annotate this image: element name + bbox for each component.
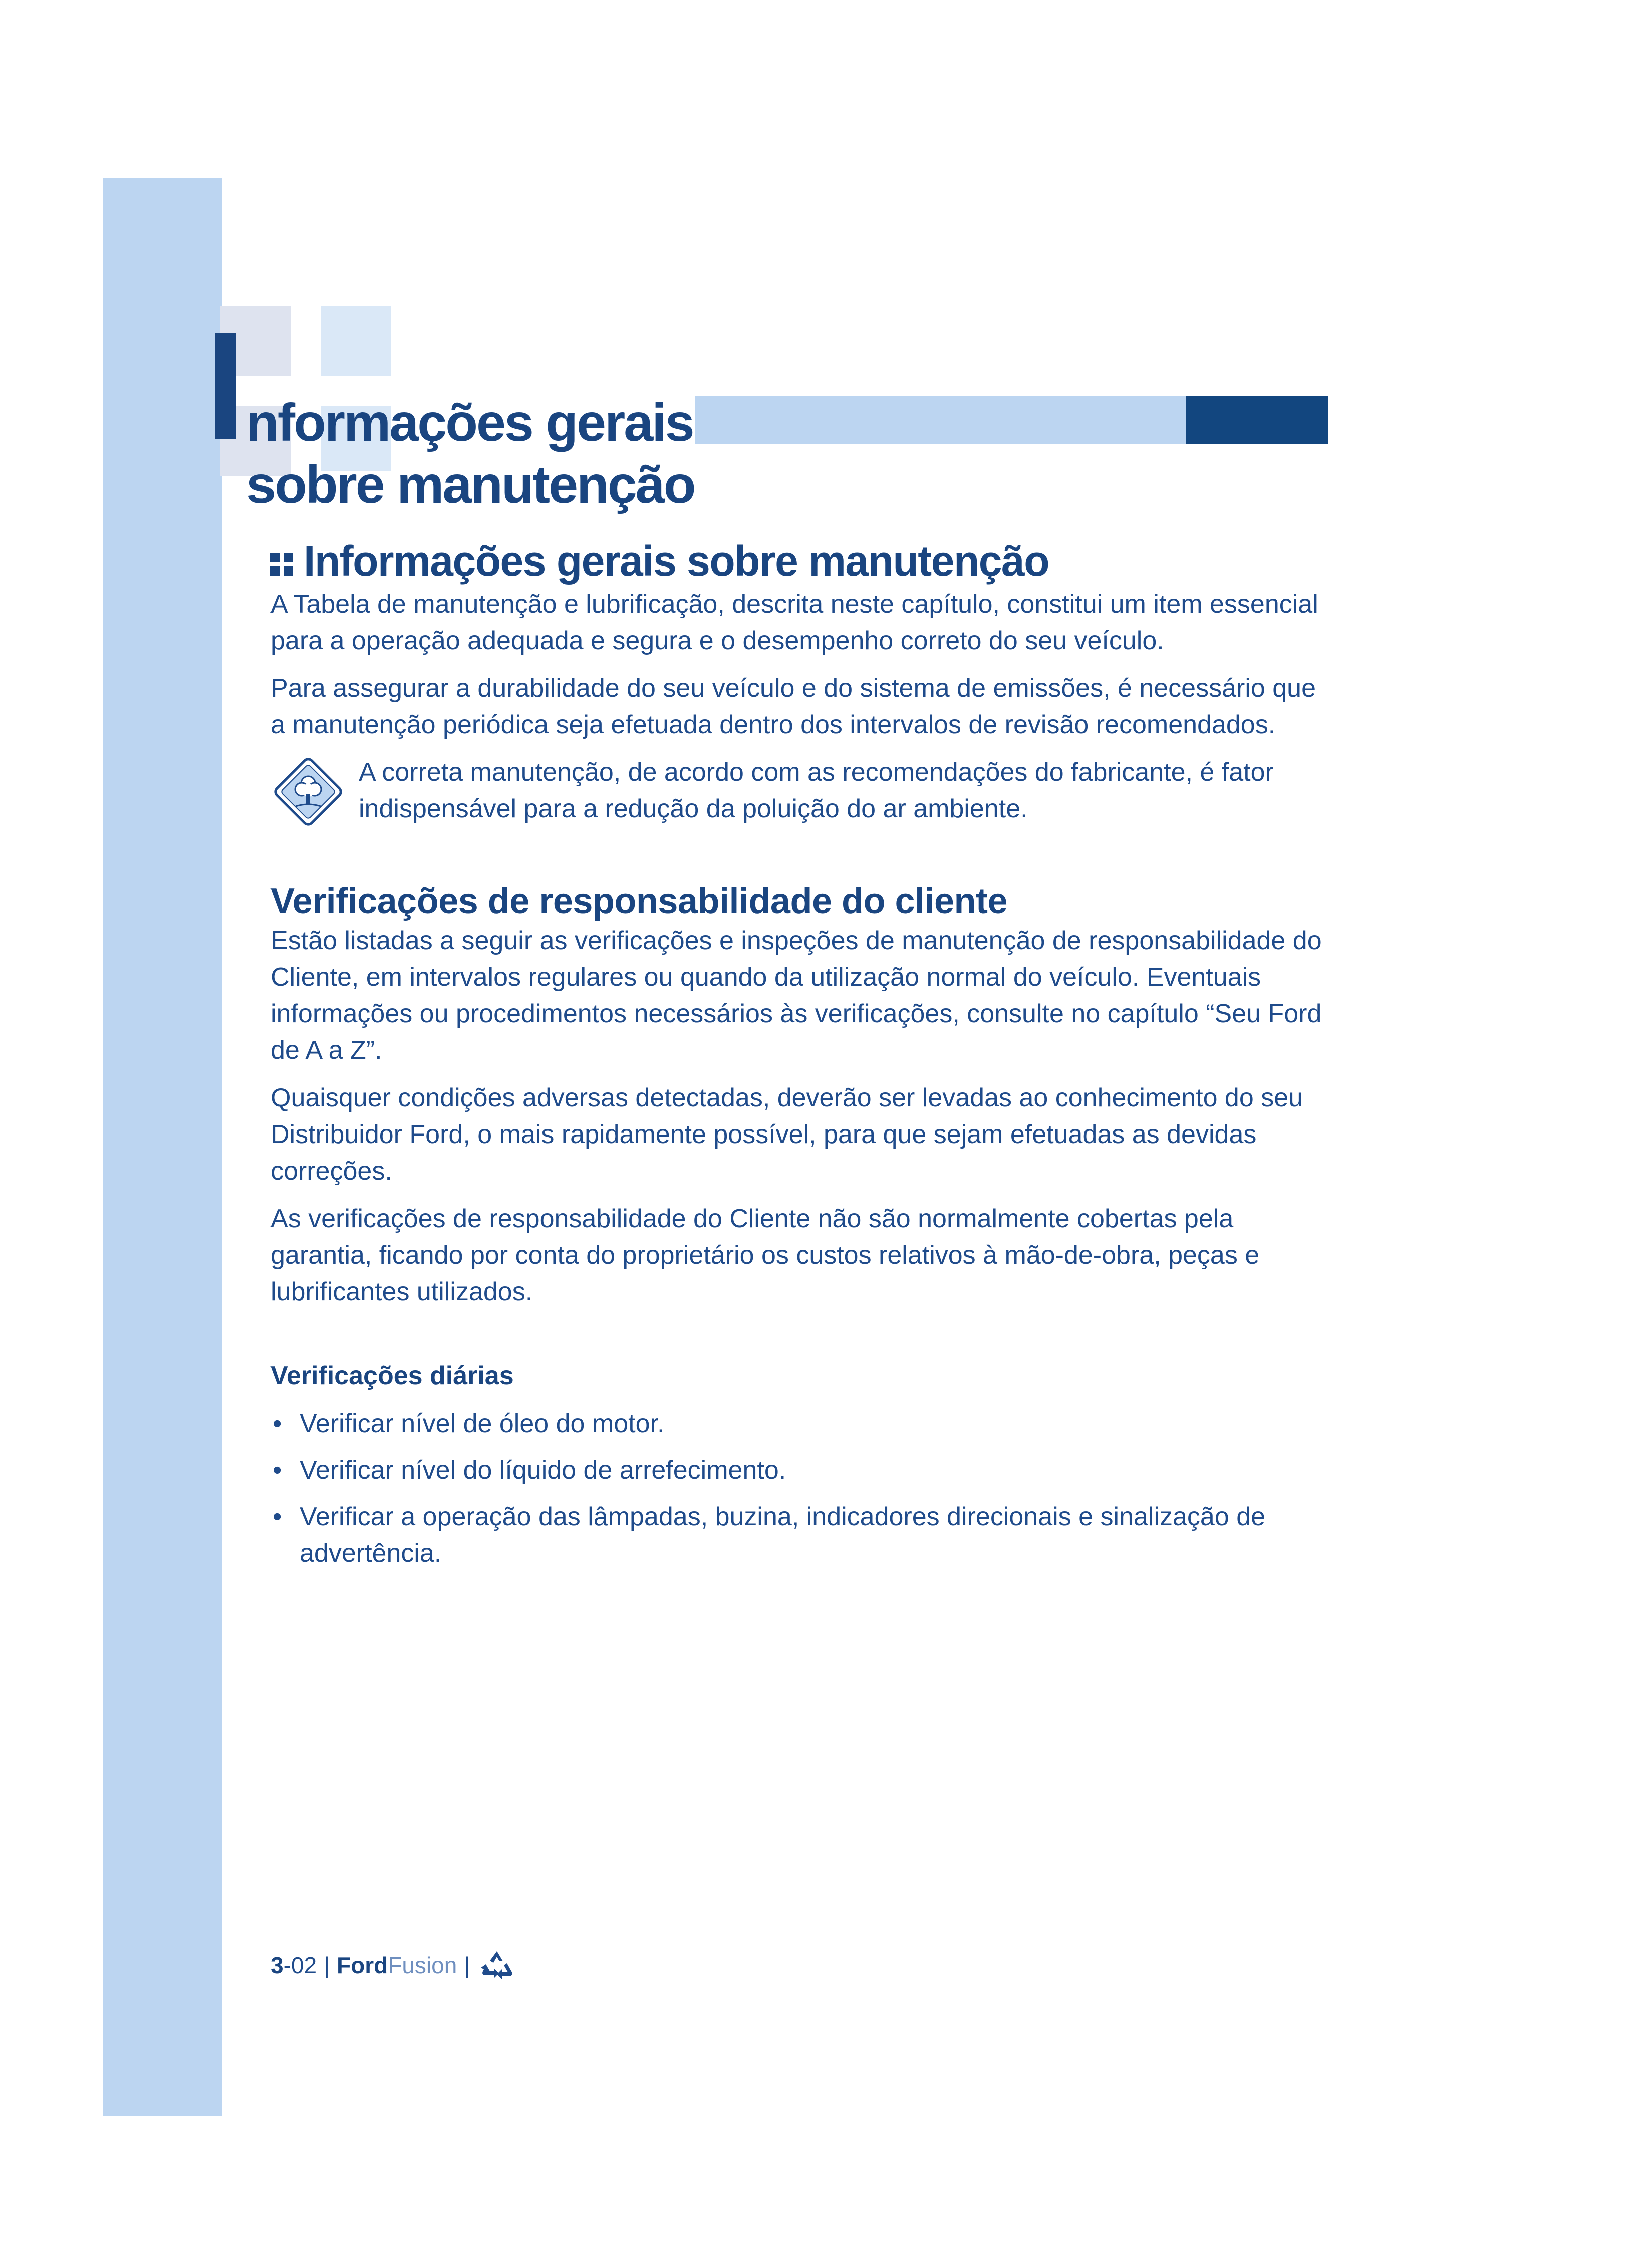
title-initial-bar (215, 333, 236, 439)
chapter-title (246, 392, 694, 516)
section-title-text: Informações gerais sobre manutenção (304, 537, 1049, 585)
customer-checks-paragraph: As verificações de responsabilidade do Cliente não são normalmente cobertas pela garantia, ficando por conta do proprietário os custos relativos à mão-de-obra, peças e lubrificantes utilizados. (270, 1204, 1260, 1306)
page-content (270, 536, 1332, 1582)
customer-checks-paragraph: Estão listadas a seguir as verificações e inspeções de manutenção de responsabilidade do Cliente, em intervalos regulares ou quando da utilização normal do veículo. Eventuais informações ou procedimentos necessários às verificações, consulte no capítulo “Seu Ford de A a Z”. (270, 926, 1322, 1065)
square-grid-bullet-icon (270, 553, 293, 576)
brand-model: Fusion (388, 1952, 457, 1978)
recycle-icon (479, 1949, 515, 1981)
intro-paragraph: A Tabela de manutenção e lubrificação, descrita neste capítulo, constitui um item essencial para a operação adequada e segura e o desempenho correto do seu veículo. (270, 590, 1318, 655)
list-item: • Verificar nível do líquido de arrefecimento. (270, 1452, 1332, 1489)
daily-checks-list (270, 1405, 1332, 1572)
decorative-square (321, 306, 391, 376)
page-footer (270, 1949, 515, 1981)
section-title (270, 536, 1332, 586)
brand-ford: Ford (337, 1952, 388, 1978)
list-item: • Verificar a operação das lâmpadas, buzina, indicadores direcionais e sinalização de advertência. (270, 1499, 1332, 1572)
footer-separator: | (324, 1952, 330, 1978)
page-chapter: 3 (270, 1952, 284, 1978)
list-item: • Verificar nível de óleo do motor. (270, 1405, 1332, 1442)
chapter-title-line1: nformações gerais (246, 393, 693, 452)
page-number: -02 (283, 1952, 317, 1978)
daily-checks-title: Verificações diárias (270, 1361, 514, 1390)
customer-checks-paragraph: Quaisquer condições adversas detectadas, deverão ser levadas ao conhecimento do seu Distribuidor Ford, o mais rapidamente possível, para que sejam efetuadas as devidas correções. (270, 1083, 1303, 1186)
tree-environment-icon (270, 754, 346, 829)
header-bar-accent (1186, 396, 1328, 444)
intro-paragraph: Para assegurar a durabilidade do seu veículo e do sistema de emissões, é necessário que a manutenção periódica seja efetuada dentro dos intervalos de revisão recomendados. (270, 674, 1316, 739)
footer-separator: | (464, 1952, 470, 1978)
sidebar-band (103, 178, 222, 2116)
customer-checks-title: Verificações de responsabilidade do cliente (270, 881, 1008, 921)
chapter-title-line2: sobre manutenção (246, 455, 695, 514)
environment-note (270, 754, 1332, 829)
environment-note-text: A correta manutenção, de acordo com as recomendações do fabricante, é fator indispensável para a redução da poluição do ar ambiente. (359, 758, 1274, 823)
